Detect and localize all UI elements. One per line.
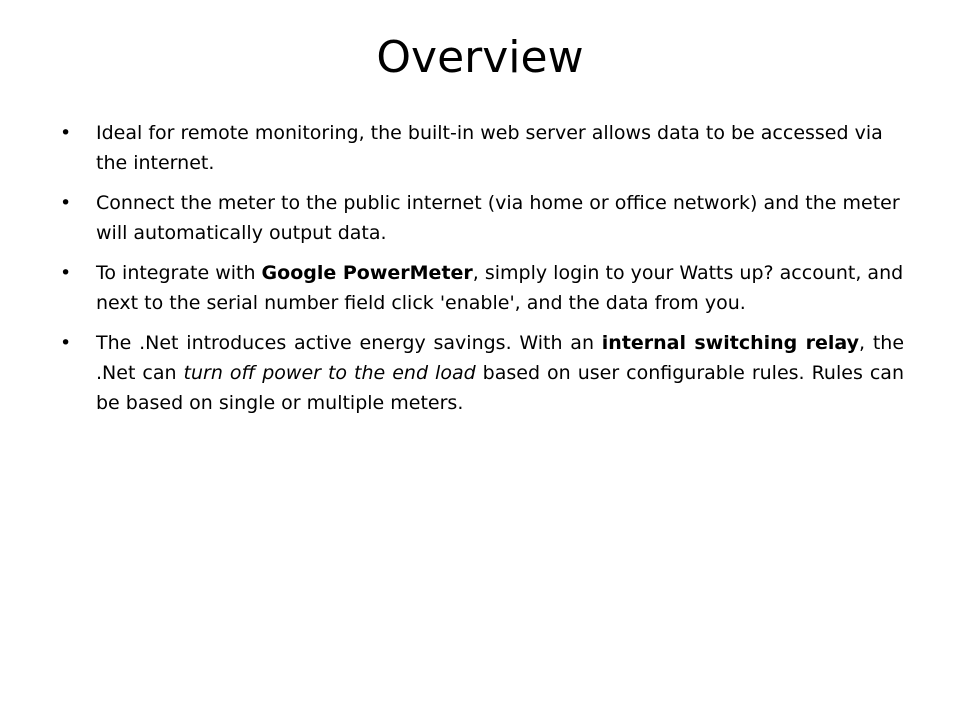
bullet-icon: • (60, 122, 72, 144)
bullet-text-part: based on user configurable rules. Rules can be based on single or multiple meters. (96, 362, 904, 414)
bullet-text-bold: Google PowerMeter (261, 262, 473, 284)
bullet-text: Ideal for remote monitoring, the built-in web server allows data to be accessed via the internet. (96, 122, 883, 174)
bullet-item-connect-meter (60, 188, 904, 248)
bullet-icon: • (60, 192, 72, 214)
bullet-item-google-powermeter (60, 258, 904, 318)
bullet-text-part: To integrate with (96, 262, 262, 284)
bullet-icon: • (60, 332, 72, 354)
bullet-text: Connect the meter to the public internet (via home or office network) and the meter will automatically output data. (96, 192, 900, 244)
bullet-text-part: , simply login to your Watts up? account, and next to the serial number field click 'enable', and the data from you. (96, 262, 904, 314)
bullet-text-part: The .Net introduces active energy savings. With an (96, 332, 602, 354)
bullet-text-part: , the .Net can (96, 332, 905, 384)
bullet-text-bold: internal switching relay (601, 332, 860, 354)
bullet-list (60, 118, 905, 428)
slide-title: Overview (376, 32, 584, 83)
bullet-item-energy-savings (60, 328, 905, 418)
bullet-text-italic: turn off power to the end load (183, 362, 476, 384)
bullet-item-remote-monitoring (60, 118, 904, 178)
bullet-icon: • (60, 262, 72, 284)
